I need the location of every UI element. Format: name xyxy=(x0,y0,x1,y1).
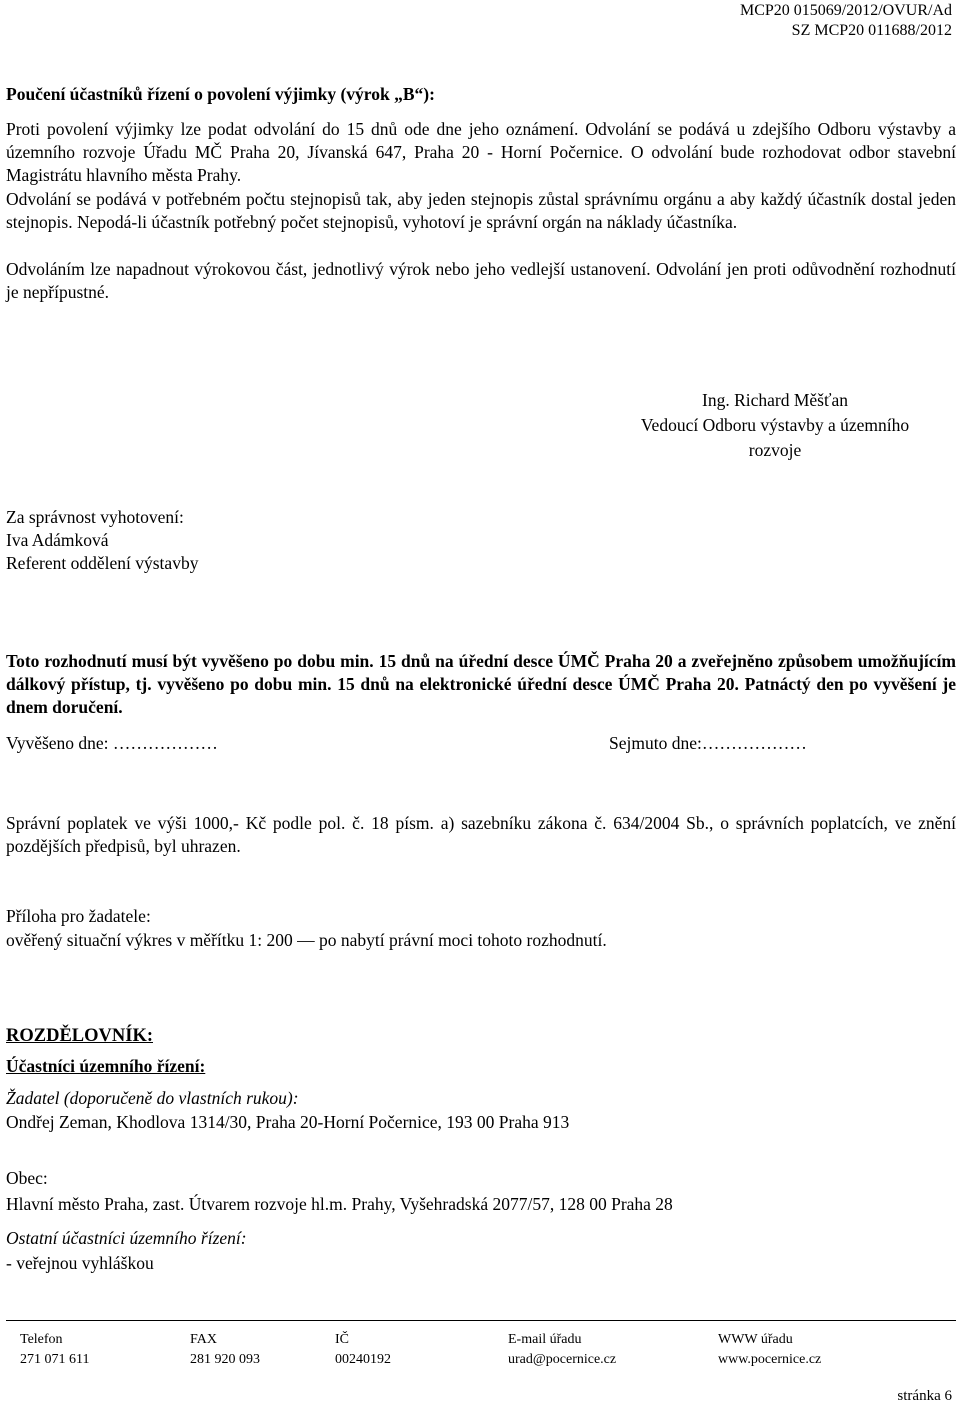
signatory-name: Ing. Richard Měšťan xyxy=(702,390,848,410)
instruction-heading: Poučení účastníků řízení o povolení výjimky (výrok „B“): xyxy=(6,84,435,104)
instruction-paragraph-2: Odvolání se podává v potřebném počtu stejnopisů tak, aby jeden stejnopis zůstal správnímu orgánu a aby každý účastník dostal jeden stejnopis. Nepodá-li účastník potřebný počet stejnopisů, vyhotoví je správní orgán na náklady účastníka. xyxy=(6,189,956,232)
applicant-address: Ondřej Zeman, Khodlova 1314/30, Praha 20-Horní Počernice, 193 00 Praha 913 xyxy=(6,1112,570,1132)
footer-divider xyxy=(6,1320,956,1321)
municipality-address: Hlavní město Praha, zast. Útvarem rozvoje hl.m. Prahy, Vyšehradská 2077/57, 128 00 Praha 28 xyxy=(6,1194,673,1214)
footer-email xyxy=(508,1330,616,1370)
instruction-paragraph-3: Odvoláním lze napadnout výrokovou část, jednotlivý výrok nebo jeho vedlejší ustanovení. Odvolání jen proti odůvodnění rozhodnutí je nepřípustné. xyxy=(6,259,956,302)
footer-fax-label: FAX xyxy=(190,1332,217,1347)
attachment-label: Příloha pro žadatele: xyxy=(6,906,151,926)
file-reference: SZ MCP20 011688/2012 xyxy=(791,22,952,39)
removed-date-field: Sejmuto dne:……………… xyxy=(609,733,807,753)
distribution-heading: ROZDĚLOVNÍK: xyxy=(6,1026,153,1046)
signature-block xyxy=(590,388,960,463)
fee-statement: Správní poplatek ve výši 1000,- Kč podle pol. č. 18 písm. a) sazebníku zákona č. 634/2004 Sb., o správních poplatcích, ve znění pozdějších předpisů, byl uhrazen. xyxy=(6,813,956,856)
footer-email-value[interactable]: urad@pocernice.cz xyxy=(508,1352,617,1367)
footer-company-id-label: IČ xyxy=(335,1332,349,1347)
signatory-role-line1: Vedoucí Odboru výstavby a územního xyxy=(640,415,910,435)
footer-phone-label: Telefon xyxy=(20,1332,63,1347)
others-delivery: - veřejnou vyhláškou xyxy=(6,1253,154,1273)
posting-notice: Toto rozhodnutí musí být vyvěšeno po dobu min. 15 dnů na úřední desce ÚMČ Praha 20 a zveřejněno způsobem umožňujícím dálkový přístup, tj. vyvěšeno po dobu min. 15 dnů na elektronické úřední desce ÚMČ Praha 20. Patnáctý den po vyvěšení je dnem doručení. xyxy=(6,651,956,717)
footer-web xyxy=(718,1330,821,1370)
attachment-text: ověřený situační výkres v měřítku 1: 200 — po nabytí právní moci tohoto rozhodnutí. xyxy=(6,930,607,950)
correctness-name: Iva Adámková xyxy=(6,530,109,550)
posted-date-field: Vyvěšeno dne: ……………… xyxy=(6,733,218,753)
footer-company-id xyxy=(335,1330,391,1370)
document-reference: MCP20 015069/2012/OVUR/Ad xyxy=(739,2,952,19)
footer-phone xyxy=(20,1330,89,1370)
instruction-paragraph-1: Proti povolení výjimky lze podat odvolání do 15 dnů ode dne jeho oznámení. Odvolání se podává u zdejšího Odboru výstavby a územního rozvoje Úřadu MČ Praha 20, Jívanská 647, Praha 20 - Horní Počernice. O odvolání bude rozhodovat odbor stavební Magistrátu hlavního města Prahy. xyxy=(6,119,956,185)
municipality-label: Obec: xyxy=(6,1168,48,1188)
footer-web-value[interactable]: www.pocernice.cz xyxy=(718,1352,822,1367)
footer-fax xyxy=(190,1330,260,1370)
footer-fax-value: 281 920 093 xyxy=(190,1352,260,1367)
participants-heading: Účastníci územního řízení: xyxy=(6,1056,206,1076)
applicant-label: Žadatel (doporučeně do vlastních rukou): xyxy=(6,1088,299,1108)
page-number: stránka 6 xyxy=(897,1388,952,1404)
footer-phone-value: 271 071 611 xyxy=(20,1352,90,1367)
footer-email-label: E-mail úřadu xyxy=(508,1332,582,1347)
correctness-label: Za správnost vyhotovení: xyxy=(6,507,184,527)
signatory-role-line2: rozvoje xyxy=(748,440,802,460)
footer-company-id-value: 00240192 xyxy=(335,1352,391,1367)
others-label: Ostatní účastníci územního řízení: xyxy=(6,1228,247,1248)
footer-web-label: WWW úřadu xyxy=(718,1332,793,1347)
correctness-role: Referent oddělení výstavby xyxy=(6,553,199,573)
